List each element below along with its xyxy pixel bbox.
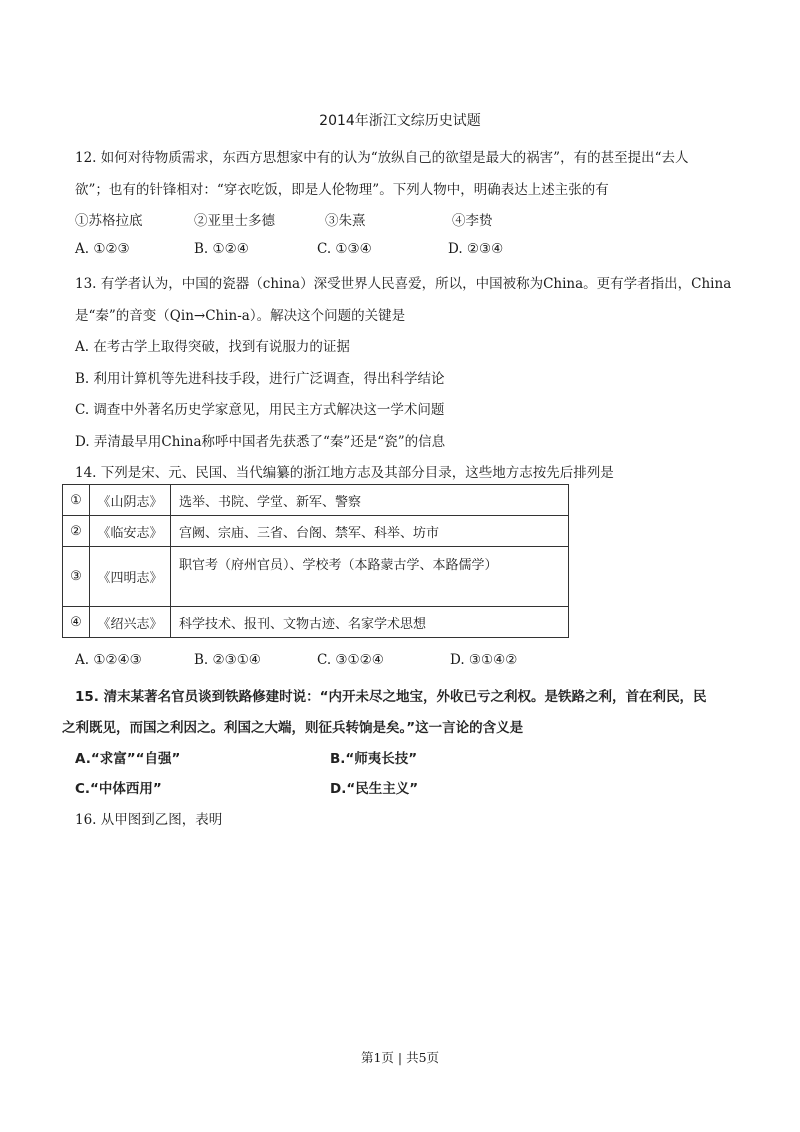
q12-option-a: A. ①②③ xyxy=(75,241,130,257)
q12-option-d: D. ②③④ xyxy=(448,241,504,257)
q12-item: ③朱熹 xyxy=(325,213,366,229)
table-cell-content: 选举、书院、学堂、新军、警察 xyxy=(171,485,569,516)
q13-stem-line2: 是“秦”的音变（Qin→Chin-a）。解决这个问题的关键是 xyxy=(75,308,406,324)
q15-option-d: D.“民生主义” xyxy=(330,781,419,797)
table-row xyxy=(63,607,569,638)
q14-option-b: B. ②③①④ xyxy=(194,652,261,668)
q15-option-b: B.“师夷长技” xyxy=(330,751,418,767)
table-row xyxy=(63,516,569,547)
q14-option-a: A. ①②④③ xyxy=(75,652,142,668)
q12-item: ②亚里士多德 xyxy=(194,213,275,229)
q13-stem-line1: 13. 有学者认为，中国的瓷器（china）深受世界人民喜爱，所以，中国被称为China。更有学者指出，China xyxy=(75,276,732,292)
table-cell-num: ② xyxy=(63,516,90,547)
table-cell-name: 《绍兴志》 xyxy=(90,607,171,638)
q15-option-a: A.“求富”“自强” xyxy=(75,751,181,767)
q13-option-d: D. 弄清最早用China称呼中国者先获悉了“秦”还是“瓷”的信息 xyxy=(75,434,446,450)
q15-stem-line2: 之利既见，而国之利因之。利国之大端，则征兵转饷是矣。”这一言论的含义是 xyxy=(62,720,524,736)
q12-item: ④李贽 xyxy=(452,213,493,229)
q12-stem-line1: 12. 如何对待物质需求，东西方思想家中有的认为“放纵自己的欲望是最大的祸害”，有的甚至提出“去人 xyxy=(75,150,689,166)
table-cell-name: 《山阴志》 xyxy=(90,485,171,516)
q12-option-c: C. ①③④ xyxy=(317,241,372,257)
q16-stem: 16. 从甲图到乙图，表明 xyxy=(75,812,223,828)
q14-option-d: D. ③①④② xyxy=(450,652,518,668)
q14-stem: 14. 下列是宋、元、民国、当代编纂的浙江地方志及其部分目录，这些地方志按先后排列是 xyxy=(75,465,614,481)
table-cell-content: 宫阙、宗庙、三省、台阁、禁军、科举、坊市 xyxy=(171,516,569,547)
table-cell-name: 《临安志》 xyxy=(90,516,171,547)
q12-stem-line2: 欲”；也有的针锋相对：“穿衣吃饭，即是人伦物理”。下列人物中，明确表达上述主张的有 xyxy=(75,182,609,198)
q12-option-b: B. ①②④ xyxy=(194,241,249,257)
q12-item: ①苏格拉底 xyxy=(75,213,143,229)
table-cell-num: ③ xyxy=(63,547,90,607)
table-row xyxy=(63,485,569,516)
q14-option-c: C. ③①②④ xyxy=(317,652,384,668)
q15-option-c: C.“中体西用” xyxy=(75,781,162,797)
table-cell-content: 职官考（府州官员）、学校考（本路蒙古学、本路儒学） xyxy=(171,547,569,607)
page-title: 2014年浙江文综历史试题 xyxy=(319,113,481,129)
page-footer: 第1页 | 共5页 xyxy=(360,1050,440,1065)
table-cell-content: 科学技术、报刊、文物古迹、名家学术思想 xyxy=(171,607,569,638)
table-cell-num: ④ xyxy=(63,607,90,638)
q13-option-c: C. 调查中外著名历史学家意见，用民主方式解决这一学术问题 xyxy=(75,402,445,418)
q13-option-b: B. 利用计算机等先进科技手段，进行广泛调查，得出科学结论 xyxy=(75,371,445,387)
q15-stem-line1: 15. 清末某著名官员谈到铁路修建时说：“内开未尽之地宝，外收已亏之利权。是铁路之利，首在利民，民 xyxy=(75,689,707,705)
table-cell-name: 《四明志》 xyxy=(90,547,171,607)
q14-table xyxy=(62,484,569,638)
table-row xyxy=(63,547,569,607)
q13-option-a: A. 在考古学上取得突破，找到有说服力的证据 xyxy=(75,339,350,355)
table-cell-num: ① xyxy=(63,485,90,516)
